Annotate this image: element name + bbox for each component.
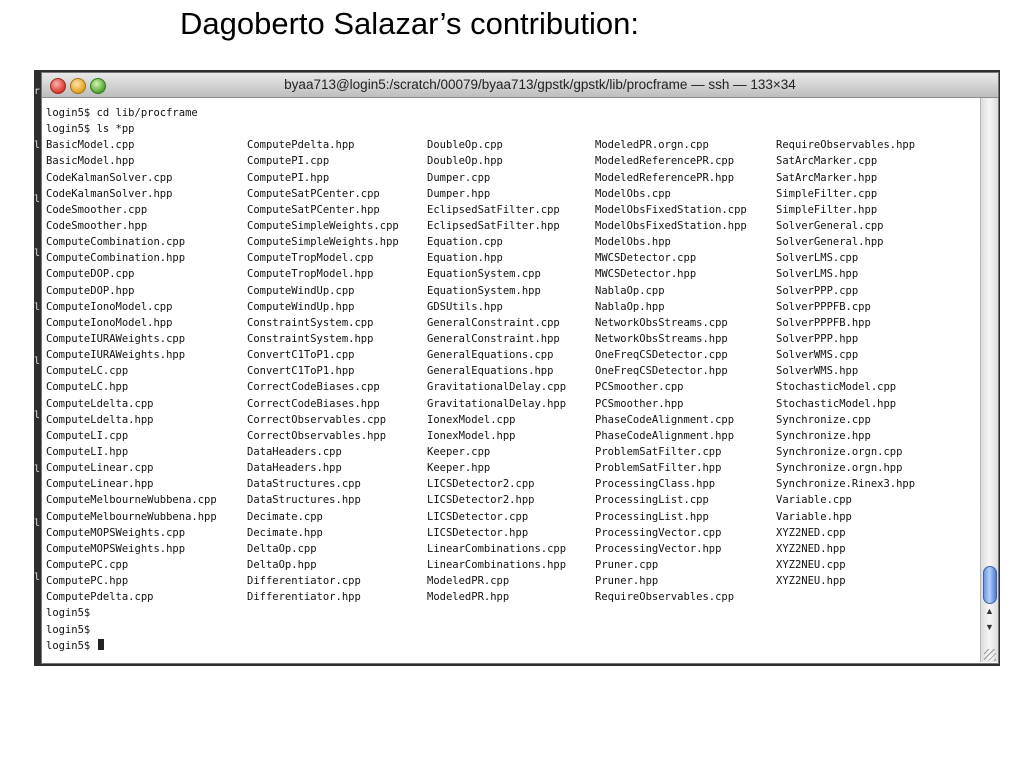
file-name: XYZ2NED.hpp xyxy=(776,542,846,555)
file-name: ComputeWindUp.hpp xyxy=(247,300,355,313)
file-name: Synchronize.cpp xyxy=(776,413,871,426)
file-name: NablaOp.cpp xyxy=(595,284,665,297)
edge-glyph: l xyxy=(34,518,41,529)
terminal-content[interactable] xyxy=(46,105,976,659)
file-column xyxy=(247,137,427,605)
file-name: EclipsedSatFilter.hpp xyxy=(427,219,560,232)
file-name: ModelObs.cpp xyxy=(595,187,671,200)
file-name: ComputePI.cpp xyxy=(247,155,330,168)
file-name: ConstraintSystem.cpp xyxy=(247,316,374,329)
file-name: BasicModel.cpp xyxy=(46,139,135,152)
file-name: CorrectCodeBiases.cpp xyxy=(247,381,380,394)
file-name: ComputeTropModel.cpp xyxy=(247,252,374,265)
file-name: ComputeLdelta.hpp xyxy=(46,413,154,426)
file-name: Variable.hpp xyxy=(776,510,852,523)
file-name: ModeledReferencePR.hpp xyxy=(595,171,735,184)
file-name: MWCSDetector.cpp xyxy=(595,252,697,265)
terminal-window xyxy=(42,73,998,663)
scroll-thumb[interactable] xyxy=(983,566,997,604)
file-name: ConstraintSystem.hpp xyxy=(247,332,374,345)
file-name: ComputeTropModel.hpp xyxy=(247,268,374,281)
file-name: GeneralConstraint.hpp xyxy=(427,332,560,345)
file-name: MWCSDetector.hpp xyxy=(595,268,697,281)
file-name: ComputeLdelta.cpp xyxy=(46,397,154,410)
file-name: EquationSystem.hpp xyxy=(427,284,541,297)
file-name: Synchronize.orgn.cpp xyxy=(776,445,903,458)
file-name: GravitationalDelay.cpp xyxy=(427,381,567,394)
file-name: ComputePC.cpp xyxy=(46,558,129,571)
file-name: DataStructures.hpp xyxy=(247,494,361,507)
file-name: LICSDetector.hpp xyxy=(427,526,529,539)
file-name: SimpleFilter.cpp xyxy=(776,187,878,200)
file-name: SatArcMarker.cpp xyxy=(776,155,878,168)
prompt-line: login5$ xyxy=(46,623,91,636)
file-name: GeneralEquations.hpp xyxy=(427,365,554,378)
file-name: ConvertC1ToP1.hpp xyxy=(247,365,355,378)
file-name: Equation.hpp xyxy=(427,252,503,265)
resize-grip-icon[interactable] xyxy=(984,649,996,661)
command-line: login5$ cd lib/procframe xyxy=(46,107,198,119)
file-listing xyxy=(46,137,976,605)
file-name: DeltaOp.cpp xyxy=(247,542,317,555)
file-name: RequireObservables.hpp xyxy=(776,139,916,152)
text-cursor xyxy=(98,639,104,650)
file-name: Keeper.hpp xyxy=(427,462,491,475)
file-name: ComputePC.hpp xyxy=(46,575,129,588)
file-name: DataHeaders.hpp xyxy=(247,462,342,475)
file-name: ComputeDOP.hpp xyxy=(46,284,135,297)
file-name: SolverLMS.cpp xyxy=(776,252,859,265)
file-name: OneFreqCSDetector.cpp xyxy=(595,349,728,362)
scroll-down-icon[interactable]: ▼ xyxy=(985,622,994,632)
file-name: SolverLMS.hpp xyxy=(776,268,859,281)
file-name: ComputeMelbourneWubbena.hpp xyxy=(46,510,217,523)
edge-glyph: l xyxy=(34,194,41,205)
file-name: SolverWMS.hpp xyxy=(776,365,859,378)
file-name: ComputeLC.hpp xyxy=(46,381,129,394)
file-name: ConvertC1ToP1.cpp xyxy=(247,349,355,362)
file-name: CodeSmoother.hpp xyxy=(46,219,148,232)
file-name: ProblemSatFilter.hpp xyxy=(595,462,722,475)
file-name: ComputeIonoModel.cpp xyxy=(46,300,173,313)
file-name: Decimate.cpp xyxy=(247,510,323,523)
window-titlebar[interactable] xyxy=(42,73,998,98)
slide-title: Dagoberto Salazar’s contribution: xyxy=(180,6,639,41)
edge-glyph: l xyxy=(34,572,41,583)
file-name: StochasticModel.cpp xyxy=(776,381,897,394)
file-column xyxy=(776,137,976,605)
file-name: ComputePdelta.hpp xyxy=(247,139,355,152)
file-name: CodeKalmanSolver.hpp xyxy=(46,187,173,200)
file-name: LinearCombinations.cpp xyxy=(427,542,567,555)
file-name: CodeSmoother.cpp xyxy=(46,203,148,216)
file-name: CorrectCodeBiases.hpp xyxy=(247,397,380,410)
file-name: StochasticModel.hpp xyxy=(776,397,897,410)
file-name: ComputeCombination.hpp xyxy=(46,252,186,265)
file-name: EquationSystem.cpp xyxy=(427,268,541,281)
file-name: GDSUtils.hpp xyxy=(427,300,503,313)
edge-glyph: l xyxy=(34,410,41,421)
file-column xyxy=(427,137,595,605)
file-name: Keeper.cpp xyxy=(427,445,491,458)
file-name: ModelObs.hpp xyxy=(595,236,671,249)
file-name: Pruner.cpp xyxy=(595,558,659,571)
file-name: IonexModel.cpp xyxy=(427,413,516,426)
file-name: RequireObservables.cpp xyxy=(595,591,735,604)
vertical-scrollbar[interactable] xyxy=(980,98,998,662)
file-name: ProcessingList.hpp xyxy=(595,510,709,523)
file-name: SolverGeneral.cpp xyxy=(776,219,884,232)
file-name: SolverPPPFB.hpp xyxy=(776,316,871,329)
file-name: DataHeaders.cpp xyxy=(247,445,342,458)
file-name: Equation.cpp xyxy=(427,236,503,249)
file-name: ComputeIURAWeights.hpp xyxy=(46,349,186,362)
prompt-line: login5$ xyxy=(46,607,91,620)
file-name: ComputeMelbourneWubbena.cpp xyxy=(46,494,217,507)
edge-glyph: l xyxy=(34,356,41,367)
file-name: CorrectObservables.hpp xyxy=(247,429,387,442)
file-name: NetworkObsStreams.hpp xyxy=(595,332,728,345)
file-name: SolverPPP.hpp xyxy=(776,332,859,345)
file-name: Variable.cpp xyxy=(776,494,852,507)
file-name: ModelObsFixedStation.hpp xyxy=(595,219,747,232)
file-name: PCSmoother.cpp xyxy=(595,381,684,394)
file-name: ComputeMOPSWeights.hpp xyxy=(46,542,186,555)
file-name: ComputeMOPSWeights.cpp xyxy=(46,526,186,539)
file-name: Synchronize.Rinex3.hpp xyxy=(776,478,916,491)
file-name: GravitationalDelay.hpp xyxy=(427,397,567,410)
file-name: XYZ2NEU.cpp xyxy=(776,558,846,571)
file-name: Dumper.cpp xyxy=(427,171,491,184)
file-name: XYZ2NED.cpp xyxy=(776,526,846,539)
file-name: PhaseCodeAlignment.hpp xyxy=(595,429,735,442)
file-name: ComputeSimpleWeights.hpp xyxy=(247,236,399,249)
edge-glyph: r xyxy=(34,86,41,97)
file-name: Synchronize.orgn.hpp xyxy=(776,462,903,475)
file-name: Pruner.hpp xyxy=(595,575,659,588)
file-name: ModeledPR.cpp xyxy=(427,575,510,588)
edge-glyph: l xyxy=(34,140,41,151)
file-name: ProcessingVector.hpp xyxy=(595,542,722,555)
file-name: Decimate.hpp xyxy=(247,526,323,539)
file-name: CodeKalmanSolver.cpp xyxy=(46,171,173,184)
file-name: BasicModel.hpp xyxy=(46,155,135,168)
scroll-up-icon[interactable]: ▲ xyxy=(985,606,994,616)
file-name: PhaseCodeAlignment.cpp xyxy=(595,413,735,426)
file-name: LICSDetector.cpp xyxy=(427,510,529,523)
file-name: ComputeSimpleWeights.cpp xyxy=(247,219,399,232)
file-name: SolverPPPFB.cpp xyxy=(776,300,871,313)
file-name: Differentiator.cpp xyxy=(247,575,361,588)
file-name: ComputeIURAWeights.cpp xyxy=(46,332,186,345)
file-name: ProcessingVector.cpp xyxy=(595,526,722,539)
file-name: ComputeLI.cpp xyxy=(46,429,129,442)
file-name: ModeledPR.orgn.cpp xyxy=(595,139,709,152)
edge-glyph: l xyxy=(34,248,41,259)
file-name: DataStructures.cpp xyxy=(247,478,361,491)
file-name: ComputeIonoModel.hpp xyxy=(46,316,173,329)
file-name: ComputeSatPCenter.cpp xyxy=(247,187,380,200)
file-name: ComputePI.hpp xyxy=(247,171,330,184)
file-name: Dumper.hpp xyxy=(427,187,491,200)
file-name: SolverPPP.cpp xyxy=(776,284,859,297)
edge-glyph: l xyxy=(34,464,41,475)
background-window-edge xyxy=(34,84,42,664)
file-name: ProcessingList.cpp xyxy=(595,494,709,507)
file-name: PCSmoother.hpp xyxy=(595,397,684,410)
file-name: LinearCombinations.hpp xyxy=(427,558,567,571)
file-name: ComputeWindUp.cpp xyxy=(247,284,355,297)
file-name: ComputeLinear.hpp xyxy=(46,478,154,491)
file-name: GeneralEquations.cpp xyxy=(427,349,554,362)
file-name: ComputeSatPCenter.hpp xyxy=(247,203,380,216)
window-title: byaa713@login5:/scratch/00079/byaa713/gpstk/gpstk/lib/procframe — ssh — 133×34 xyxy=(284,77,796,92)
file-name: ProcessingClass.hpp xyxy=(595,478,716,491)
file-name: EclipsedSatFilter.cpp xyxy=(427,203,560,216)
file-name: OneFreqCSDetector.hpp xyxy=(595,365,728,378)
file-name: LICSDetector2.cpp xyxy=(427,478,535,491)
file-column xyxy=(46,137,247,605)
file-name: ModeledPR.hpp xyxy=(427,591,510,604)
file-name: ComputePdelta.cpp xyxy=(46,591,154,604)
file-name: ModeledReferencePR.cpp xyxy=(595,155,735,168)
file-name: NetworkObsStreams.cpp xyxy=(595,316,728,329)
file-name: DoubleOp.hpp xyxy=(427,155,503,168)
file-name: ComputeCombination.cpp xyxy=(46,236,186,249)
file-name: DeltaOp.hpp xyxy=(247,558,317,571)
command-line: login5$ ls *pp xyxy=(46,123,135,136)
edge-glyph: l xyxy=(34,302,41,313)
file-name: GeneralConstraint.cpp xyxy=(427,316,560,329)
file-name: Differentiator.hpp xyxy=(247,591,361,604)
file-name: Synchronize.hpp xyxy=(776,429,871,442)
file-name: DoubleOp.cpp xyxy=(427,139,503,152)
file-name: ModelObsFixedStation.cpp xyxy=(595,203,747,216)
file-name: ComputeDOP.cpp xyxy=(46,268,135,281)
file-name: ComputeLinear.cpp xyxy=(46,462,154,475)
file-name: SatArcMarker.hpp xyxy=(776,171,878,184)
file-name: SolverGeneral.hpp xyxy=(776,236,884,249)
file-name: IonexModel.hpp xyxy=(427,429,516,442)
file-column xyxy=(595,137,776,605)
file-name: ProblemSatFilter.cpp xyxy=(595,445,722,458)
file-name: SolverWMS.cpp xyxy=(776,349,859,362)
file-name: CorrectObservables.cpp xyxy=(247,413,387,426)
file-name: NablaOp.hpp xyxy=(595,300,665,313)
file-name: ComputeLI.hpp xyxy=(46,445,129,458)
prompt-line xyxy=(46,638,976,654)
file-name: ComputeLC.cpp xyxy=(46,365,129,378)
file-name: LICSDetector2.hpp xyxy=(427,494,535,507)
file-name: SimpleFilter.hpp xyxy=(776,203,878,216)
prompt-text: login5$ xyxy=(46,639,91,652)
file-name: XYZ2NEU.hpp xyxy=(776,575,846,588)
